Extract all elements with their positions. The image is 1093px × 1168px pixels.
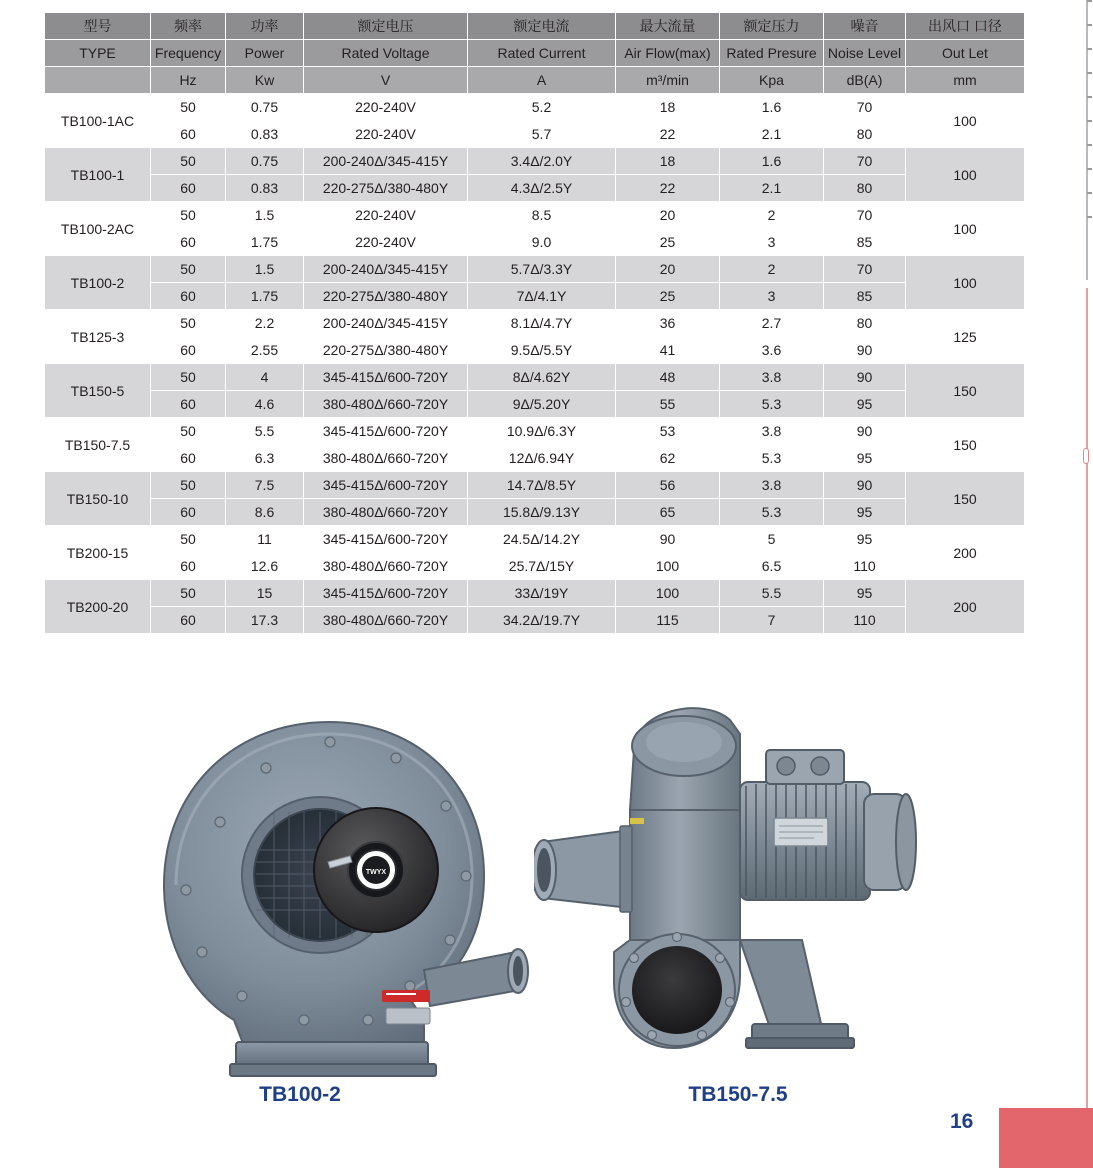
header-en-airflow: Air Flow(max) (616, 40, 720, 67)
cell-voltage: 220-240V (304, 202, 468, 229)
header-en-power: Power (226, 40, 304, 67)
cell-noise: 80 (824, 310, 906, 337)
header-en-frequency: Frequency (151, 40, 226, 67)
header-cn-current: 额定电流 (468, 13, 616, 40)
cell-pressure: 5.5 (720, 580, 824, 607)
cell-outlet: 125 (906, 310, 1025, 364)
cell-frequency: 60 (151, 337, 226, 364)
cell-airflow: 100 (616, 580, 720, 607)
cell-frequency: 50 (151, 202, 226, 229)
cell-voltage: 200-240Δ/345-415Y (304, 148, 468, 175)
cell-outlet: 100 (906, 256, 1025, 310)
cell-frequency: 60 (151, 391, 226, 418)
cell-pressure: 5.3 (720, 391, 824, 418)
cell-pressure: 7 (720, 607, 824, 634)
table-row (45, 175, 1025, 202)
table-row (45, 202, 1025, 229)
cell-airflow: 20 (616, 256, 720, 283)
cell-voltage: 345-415Δ/600-720Y (304, 472, 468, 499)
cell-power: 11 (226, 526, 304, 553)
cell-voltage: 345-415Δ/600-720Y (304, 526, 468, 553)
cell-power: 0.83 (226, 175, 304, 202)
cell-voltage: 220-240V (304, 229, 468, 256)
header-cn-frequency: 频率 (151, 13, 226, 40)
cell-model: TB100-2 (45, 256, 151, 310)
header-row-cn (45, 13, 1025, 40)
cell-airflow: 56 (616, 472, 720, 499)
cell-current: 5.7Δ/3.3Y (468, 256, 616, 283)
cell-noise: 95 (824, 526, 906, 553)
caption-right: TB150-7.5 (688, 1083, 788, 1106)
cell-pressure: 2.7 (720, 310, 824, 337)
table-row (45, 148, 1025, 175)
cell-airflow: 18 (616, 94, 720, 121)
cell-airflow: 48 (616, 364, 720, 391)
cell-airflow: 55 (616, 391, 720, 418)
cell-noise: 70 (824, 94, 906, 121)
cell-airflow: 18 (616, 148, 720, 175)
table-row (45, 283, 1025, 310)
product-photo-tb100-2 (124, 690, 544, 1090)
cell-power: 4 (226, 364, 304, 391)
cell-outlet: 150 (906, 364, 1025, 418)
cell-frequency: 50 (151, 148, 226, 175)
spec-table-container (44, 12, 1002, 634)
spec-table (44, 12, 1025, 634)
header-row-en (45, 40, 1025, 67)
header-cn-outlet: 出风口 口径 (906, 13, 1025, 40)
cell-pressure: 3 (720, 229, 824, 256)
cell-frequency: 50 (151, 256, 226, 283)
cell-current: 8Δ/4.62Y (468, 364, 616, 391)
cell-pressure: 2.1 (720, 175, 824, 202)
cell-pressure: 2.1 (720, 121, 824, 148)
cell-model: TB200-15 (45, 526, 151, 580)
cell-power: 8.6 (226, 499, 304, 526)
cell-voltage: 345-415Δ/600-720Y (304, 364, 468, 391)
caption-left: TB100-2 (259, 1083, 341, 1106)
header-cn-noise: 噪音 (824, 13, 906, 40)
cell-current: 34.2Δ/19.7Y (468, 607, 616, 634)
cell-power: 4.6 (226, 391, 304, 418)
header-en-voltage: Rated Voltage (304, 40, 468, 67)
table-row (45, 418, 1025, 445)
cell-voltage: 380-480Δ/660-720Y (304, 391, 468, 418)
table-row (45, 337, 1025, 364)
cell-current: 5.2 (468, 94, 616, 121)
cell-noise: 90 (824, 364, 906, 391)
cell-voltage: 200-240Δ/345-415Y (304, 310, 468, 337)
cell-pressure: 5.3 (720, 499, 824, 526)
header-en-type: TYPE (45, 40, 151, 67)
cell-power: 2.2 (226, 310, 304, 337)
cell-frequency: 60 (151, 283, 226, 310)
cell-current: 5.7 (468, 121, 616, 148)
header-unit-voltage: V (304, 67, 468, 94)
cell-airflow: 22 (616, 175, 720, 202)
cell-noise: 110 (824, 553, 906, 580)
header-unit-power: Kw (226, 67, 304, 94)
cell-model: TB150-7.5 (45, 418, 151, 472)
header-cn-power: 功率 (226, 13, 304, 40)
cell-airflow: 53 (616, 418, 720, 445)
table-body (45, 94, 1025, 634)
cell-noise: 95 (824, 499, 906, 526)
cell-noise: 85 (824, 283, 906, 310)
cell-current: 8.1Δ/4.7Y (468, 310, 616, 337)
header-row-units (45, 67, 1025, 94)
cell-voltage: 200-240Δ/345-415Y (304, 256, 468, 283)
header-cn-pressure: 额定压力 (720, 13, 824, 40)
cell-pressure: 2 (720, 256, 824, 283)
cell-airflow: 90 (616, 526, 720, 553)
cell-noise: 110 (824, 607, 906, 634)
cell-noise: 95 (824, 391, 906, 418)
cell-pressure: 1.6 (720, 94, 824, 121)
cell-voltage: 380-480Δ/660-720Y (304, 499, 468, 526)
header-cn-voltage: 额定电压 (304, 13, 468, 40)
cell-noise: 70 (824, 148, 906, 175)
cell-model: TB150-5 (45, 364, 151, 418)
cell-frequency: 50 (151, 94, 226, 121)
cell-pressure: 3.8 (720, 364, 824, 391)
table-row (45, 445, 1025, 472)
cell-noise: 70 (824, 202, 906, 229)
cell-outlet: 200 (906, 526, 1025, 580)
cell-current: 8.5 (468, 202, 616, 229)
cell-current: 14.7Δ/8.5Y (468, 472, 616, 499)
cell-airflow: 65 (616, 499, 720, 526)
cell-airflow: 41 (616, 337, 720, 364)
table-row (45, 256, 1025, 283)
cell-airflow: 25 (616, 229, 720, 256)
cell-voltage: 380-480Δ/660-720Y (304, 607, 468, 634)
table-row (45, 607, 1025, 634)
cell-noise: 70 (824, 256, 906, 283)
table-row (45, 553, 1025, 580)
cell-frequency: 50 (151, 310, 226, 337)
table-row (45, 229, 1025, 256)
cell-voltage: 220-275Δ/380-480Y (304, 283, 468, 310)
header-unit-pressure: Kpa (720, 67, 824, 94)
table-row (45, 580, 1025, 607)
cell-current: 15.8Δ/9.13Y (468, 499, 616, 526)
cell-frequency: 50 (151, 418, 226, 445)
cell-frequency: 50 (151, 580, 226, 607)
cell-power: 15 (226, 580, 304, 607)
table-row (45, 364, 1025, 391)
cell-voltage: 220-275Δ/380-480Y (304, 337, 468, 364)
table-head (45, 13, 1025, 94)
cell-current: 24.5Δ/14.2Y (468, 526, 616, 553)
cell-frequency: 60 (151, 607, 226, 634)
cell-pressure: 3 (720, 283, 824, 310)
cell-model: TB100-1AC (45, 94, 151, 148)
cell-power: 17.3 (226, 607, 304, 634)
cell-frequency: 50 (151, 364, 226, 391)
cell-pressure: 6.5 (720, 553, 824, 580)
cell-current: 33Δ/19Y (468, 580, 616, 607)
right-edge-tick-marks (1087, 0, 1093, 280)
cell-current: 10.9Δ/6.3Y (468, 418, 616, 445)
cell-power: 1.5 (226, 256, 304, 283)
header-en-current: Rated Current (468, 40, 616, 67)
cell-pressure: 1.6 (720, 148, 824, 175)
blower-side-illustration (534, 690, 934, 1090)
cell-frequency: 60 (151, 175, 226, 202)
page-number: 16 (950, 1110, 974, 1133)
cell-noise: 95 (824, 580, 906, 607)
table-row (45, 472, 1025, 499)
cell-power: 0.75 (226, 94, 304, 121)
header-en-pressure: Rated Presure (720, 40, 824, 67)
cell-voltage: 220-240V (304, 121, 468, 148)
cell-power: 0.75 (226, 148, 304, 175)
cell-model: TB200-20 (45, 580, 151, 634)
cell-power: 5.5 (226, 418, 304, 445)
header-en-noise: Noise Level (824, 40, 906, 67)
cell-pressure: 3.8 (720, 418, 824, 445)
header-unit-current: A (468, 67, 616, 94)
cell-outlet: 200 (906, 580, 1025, 634)
cell-outlet: 100 (906, 202, 1025, 256)
cell-power: 6.3 (226, 445, 304, 472)
cell-power: 1.75 (226, 229, 304, 256)
header-unit-noise: dB(A) (824, 67, 906, 94)
product-photo-tb150-75 (534, 690, 934, 1090)
cell-frequency: 60 (151, 445, 226, 472)
header-unit-outlet: mm (906, 67, 1025, 94)
cell-pressure: 5.3 (720, 445, 824, 472)
cell-current: 9Δ/5.20Y (468, 391, 616, 418)
cell-voltage: 380-480Δ/660-720Y (304, 445, 468, 472)
cell-airflow: 115 (616, 607, 720, 634)
cell-voltage: 220-240V (304, 94, 468, 121)
cell-power: 12.6 (226, 553, 304, 580)
cell-voltage: 345-415Δ/600-720Y (304, 580, 468, 607)
corner-accent-block (999, 1108, 1093, 1168)
cell-noise: 90 (824, 472, 906, 499)
cell-power: 7.5 (226, 472, 304, 499)
cell-power: 2.55 (226, 337, 304, 364)
header-unit-type (45, 67, 151, 94)
hub-logo-text: TWYX (365, 869, 387, 876)
header-cn-type: 型号 (45, 13, 151, 40)
cell-airflow: 22 (616, 121, 720, 148)
cell-pressure: 5 (720, 526, 824, 553)
cell-frequency: 60 (151, 553, 226, 580)
cell-frequency: 50 (151, 526, 226, 553)
cell-airflow: 36 (616, 310, 720, 337)
header-unit-frequency: Hz (151, 67, 226, 94)
cell-voltage: 345-415Δ/600-720Y (304, 418, 468, 445)
cell-noise: 90 (824, 337, 906, 364)
cell-outlet: 150 (906, 472, 1025, 526)
cell-frequency: 50 (151, 472, 226, 499)
table-row (45, 526, 1025, 553)
cell-airflow: 62 (616, 445, 720, 472)
cell-noise: 90 (824, 418, 906, 445)
cell-frequency: 60 (151, 121, 226, 148)
cell-current: 25.7Δ/15Y (468, 553, 616, 580)
table-row (45, 121, 1025, 148)
cell-noise: 80 (824, 175, 906, 202)
cell-outlet: 150 (906, 418, 1025, 472)
cell-outlet: 100 (906, 94, 1025, 148)
cell-airflow: 100 (616, 553, 720, 580)
cell-noise: 85 (824, 229, 906, 256)
cell-airflow: 25 (616, 283, 720, 310)
cell-voltage: 220-275Δ/380-480Y (304, 175, 468, 202)
cell-pressure: 3.6 (720, 337, 824, 364)
header-en-outlet: Out Let (906, 40, 1025, 67)
cell-airflow: 20 (616, 202, 720, 229)
cell-current: 7Δ/4.1Y (468, 283, 616, 310)
table-row (45, 310, 1025, 337)
cell-frequency: 60 (151, 499, 226, 526)
header-unit-airflow: m³/min (616, 67, 720, 94)
cell-current: 9.0 (468, 229, 616, 256)
cell-power: 1.75 (226, 283, 304, 310)
blower-front-illustration (124, 690, 544, 1090)
table-row (45, 499, 1025, 526)
right-edge-rule-accent (1086, 288, 1088, 1148)
cell-pressure: 2 (720, 202, 824, 229)
cell-current: 12Δ/6.94Y (468, 445, 616, 472)
header-cn-airflow: 最大流量 (616, 13, 720, 40)
table-row (45, 391, 1025, 418)
cell-noise: 80 (824, 121, 906, 148)
cell-current: 3.4Δ/2.0Y (468, 148, 616, 175)
table-row (45, 94, 1025, 121)
cell-power: 0.83 (226, 121, 304, 148)
cell-current: 9.5Δ/5.5Y (468, 337, 616, 364)
cell-noise: 95 (824, 445, 906, 472)
right-edge-marker (1083, 448, 1089, 464)
cell-voltage: 380-480Δ/660-720Y (304, 553, 468, 580)
cell-current: 4.3Δ/2.5Y (468, 175, 616, 202)
cell-pressure: 3.8 (720, 472, 824, 499)
product-photos (44, 690, 990, 1110)
cell-model: TB150-10 (45, 472, 151, 526)
cell-outlet: 100 (906, 148, 1025, 202)
cell-model: TB125-3 (45, 310, 151, 364)
cell-model: TB100-2AC (45, 202, 151, 256)
cell-model: TB100-1 (45, 148, 151, 202)
cell-frequency: 60 (151, 229, 226, 256)
cell-power: 1.5 (226, 202, 304, 229)
